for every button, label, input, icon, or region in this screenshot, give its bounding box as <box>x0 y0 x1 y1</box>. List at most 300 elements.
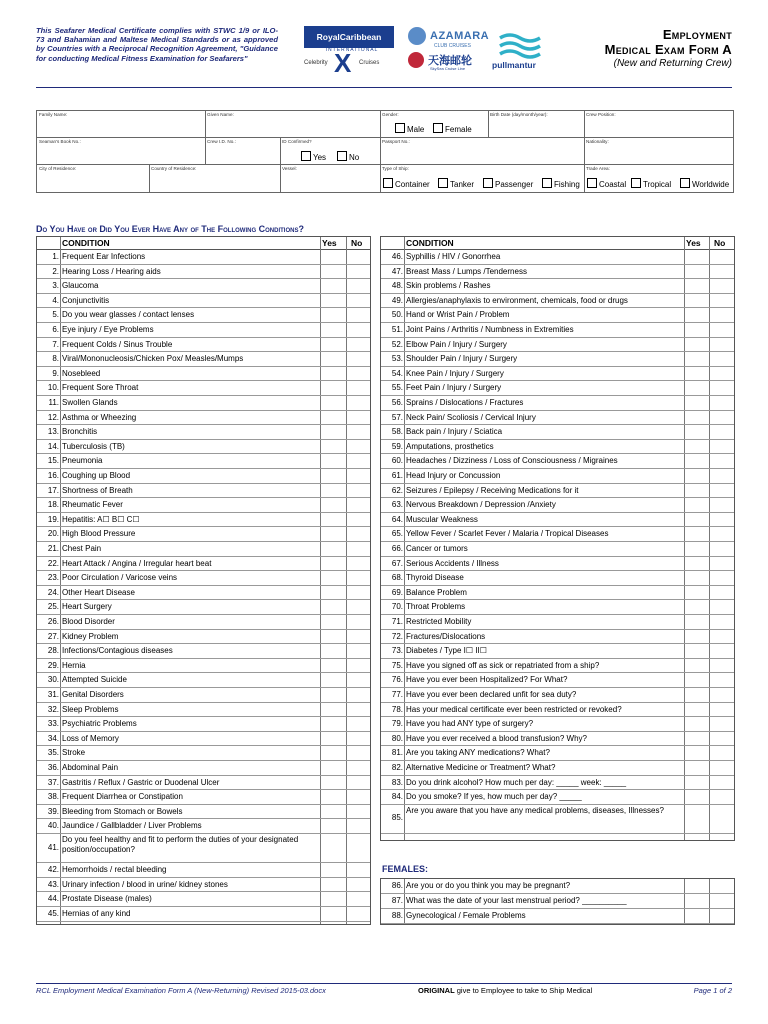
no-cell[interactable] <box>710 513 733 527</box>
row-number: 77. <box>391 690 403 699</box>
yes-cell[interactable] <box>321 469 345 483</box>
crew-position-field[interactable] <box>585 118 731 136</box>
yes-cell[interactable] <box>685 630 708 644</box>
no-cell[interactable] <box>710 909 733 923</box>
yes-cell[interactable] <box>685 894 708 908</box>
ship-type-passenger[interactable] <box>483 178 533 189</box>
yes-cell[interactable] <box>321 352 345 366</box>
yes-cell[interactable] <box>685 265 708 279</box>
id-yes-checkbox[interactable] <box>301 151 311 161</box>
no-cell[interactable] <box>347 688 369 702</box>
no-cell[interactable] <box>710 425 733 439</box>
no-cell[interactable] <box>710 571 733 585</box>
yes-cell[interactable] <box>321 527 345 541</box>
condition-text: Prostate Disease (males) <box>62 894 152 904</box>
no-cell[interactable] <box>347 717 369 731</box>
yes-cell[interactable] <box>685 338 708 352</box>
yes-cell[interactable] <box>685 323 708 337</box>
no-cell[interactable] <box>347 644 369 658</box>
yes-cell[interactable] <box>321 834 345 862</box>
yes-cell[interactable] <box>321 557 345 571</box>
condition-row <box>381 308 734 323</box>
yes-cell[interactable] <box>685 909 708 923</box>
no-cell[interactable] <box>710 381 733 395</box>
yes-cell[interactable] <box>321 703 345 717</box>
yes-cell[interactable] <box>685 279 708 293</box>
no-cell[interactable] <box>347 542 369 556</box>
condition-text: Yellow Fever / Scarlet Fever / Malaria / Tropical Diseases <box>406 529 609 539</box>
condition-row <box>37 732 370 747</box>
yes-cell[interactable] <box>321 425 345 439</box>
no-cell[interactable] <box>347 790 369 804</box>
gender-male-option[interactable] <box>395 123 424 134</box>
col-no: No <box>714 238 726 248</box>
yes-cell[interactable] <box>321 805 345 819</box>
no-cell[interactable] <box>347 484 369 498</box>
row-number: 56. <box>391 398 403 407</box>
yes-cell[interactable] <box>685 615 708 629</box>
no-cell[interactable] <box>347 338 369 352</box>
no-cell[interactable] <box>347 907 369 921</box>
yes-cell[interactable] <box>685 250 708 264</box>
row-number: 76. <box>391 675 403 685</box>
row-number: 36. <box>47 763 59 772</box>
female-checkbox[interactable] <box>433 123 443 133</box>
city-field[interactable] <box>38 172 148 191</box>
condition-text: Are you aware that you have any medical problems, diseases, Illnesses? <box>406 805 664 815</box>
condition-row <box>37 805 370 820</box>
no-cell[interactable] <box>710 367 733 381</box>
condition-row <box>381 513 734 528</box>
no-cell[interactable] <box>347 557 369 571</box>
row-number: 41. <box>47 842 59 852</box>
row-number: 70. <box>391 602 403 612</box>
yes-cell[interactable] <box>321 688 345 702</box>
form-title-line2: Medical Exam Form A <box>604 42 732 57</box>
pullmantur-logo: pullmantur <box>492 60 536 70</box>
condition-text: Other Heart Disease <box>62 587 135 597</box>
condition-row <box>381 746 734 761</box>
no-cell[interactable] <box>347 659 369 673</box>
condition-text: Pneumonia <box>62 456 103 466</box>
yes-cell[interactable] <box>321 571 345 585</box>
no-cell[interactable] <box>347 819 369 833</box>
yes-cell[interactable] <box>685 805 708 833</box>
no-cell[interactable] <box>347 396 369 410</box>
no-cell[interactable] <box>710 600 733 614</box>
male-checkbox[interactable] <box>395 123 405 133</box>
no-cell[interactable] <box>347 498 369 512</box>
yes-cell[interactable] <box>685 469 708 483</box>
yes-cell[interactable] <box>685 673 708 687</box>
no-cell[interactable] <box>710 308 733 322</box>
no-cell[interactable] <box>347 878 369 892</box>
no-cell[interactable] <box>347 454 369 468</box>
worldwide-checkbox[interactable] <box>680 178 690 188</box>
condition-text: Nosebleed <box>62 368 101 378</box>
worldwide-label: Worldwide <box>692 180 730 189</box>
condition-text: Poor Circulation / Varicose veins <box>62 573 178 583</box>
no-cell[interactable] <box>347 746 369 760</box>
yes-cell[interactable] <box>321 396 345 410</box>
no-cell[interactable] <box>710 732 733 746</box>
yes-cell[interactable] <box>321 746 345 760</box>
id-confirmed-no-option[interactable] <box>337 151 359 162</box>
azamara-logo: AZAMARA <box>430 30 490 42</box>
condition-row <box>37 659 370 674</box>
no-cell[interactable] <box>710 542 733 556</box>
id-confirmed-label: ID Confirmed? <box>282 139 312 144</box>
yes-cell[interactable] <box>321 294 345 308</box>
no-cell[interactable] <box>347 323 369 337</box>
no-cell[interactable] <box>347 381 369 395</box>
gender-female-option[interactable] <box>433 123 472 134</box>
no-cell[interactable] <box>347 265 369 279</box>
no-cell[interactable] <box>710 557 733 571</box>
given-name-field[interactable] <box>206 118 379 136</box>
no-cell[interactable] <box>710 673 733 687</box>
no-cell[interactable] <box>347 615 369 629</box>
no-cell[interactable] <box>710 250 733 264</box>
no-cell[interactable] <box>710 703 733 717</box>
no-cell[interactable] <box>710 615 733 629</box>
yes-cell[interactable] <box>685 411 708 425</box>
row-number: 29. <box>47 660 59 670</box>
no-cell[interactable] <box>347 440 369 454</box>
condition-row <box>381 469 734 484</box>
yes-cell[interactable] <box>321 440 345 454</box>
row-number: 9. <box>52 368 59 378</box>
footer-instruction <box>418 986 592 995</box>
no-cell[interactable] <box>347 630 369 644</box>
col-yes: Yes <box>322 238 337 248</box>
yes-cell[interactable] <box>685 746 708 760</box>
yes-cell[interactable] <box>321 411 345 425</box>
yes-cell[interactable] <box>321 586 345 600</box>
yes-cell[interactable] <box>685 586 708 600</box>
yes-cell[interactable] <box>685 367 708 381</box>
condition-text: Do you smoke? If yes, how much per day? _____ <box>406 792 582 802</box>
row-number: 16. <box>47 471 59 480</box>
yes-cell[interactable] <box>321 615 345 629</box>
row-number: 65. <box>391 529 403 539</box>
yes-cell[interactable] <box>321 367 345 381</box>
passenger-checkbox[interactable] <box>483 178 493 188</box>
no-cell[interactable] <box>710 323 733 337</box>
no-cell[interactable] <box>710 805 733 833</box>
row-number: 33. <box>47 719 59 729</box>
condition-row <box>381 265 734 280</box>
yes-cell[interactable] <box>321 308 345 322</box>
condition-text: Diabetes / Type I☐ II☐ <box>406 646 487 656</box>
yes-cell[interactable] <box>321 659 345 673</box>
yes-cell[interactable] <box>321 761 345 775</box>
row-number: 75. <box>391 660 403 670</box>
yes-cell[interactable] <box>321 776 345 790</box>
no-cell[interactable] <box>347 732 369 746</box>
no-cell[interactable] <box>347 527 369 541</box>
no-cell[interactable] <box>710 586 733 600</box>
yes-cell[interactable] <box>321 732 345 746</box>
yes-cell[interactable] <box>321 878 345 892</box>
yes-cell[interactable] <box>321 644 345 658</box>
yes-cell[interactable] <box>685 703 708 717</box>
yes-cell[interactable] <box>321 717 345 731</box>
yes-cell[interactable] <box>685 557 708 571</box>
birth-date-field[interactable] <box>489 118 583 136</box>
no-cell[interactable] <box>347 352 369 366</box>
yes-cell[interactable] <box>685 659 708 673</box>
condition-text: Swollen Glands <box>62 398 118 407</box>
condition-row <box>37 440 370 455</box>
no-cell[interactable] <box>710 396 733 410</box>
row-number: 7. <box>52 339 59 349</box>
condition-text: Hand or Wrist Pain / Problem <box>406 310 510 320</box>
tanker-label: Tanker <box>450 180 475 189</box>
yes-cell[interactable] <box>321 279 345 293</box>
no-cell[interactable] <box>347 469 369 483</box>
no-cell[interactable] <box>347 308 369 322</box>
no-cell[interactable] <box>710 746 733 760</box>
row-number: 2. <box>52 266 59 276</box>
no-cell[interactable] <box>710 527 733 541</box>
row-number: 25. <box>47 602 59 612</box>
no-cell[interactable] <box>710 717 733 731</box>
yes-cell[interactable] <box>685 688 708 702</box>
row-number: 23. <box>47 573 59 583</box>
condition-row <box>37 498 370 513</box>
yes-cell[interactable] <box>321 863 345 877</box>
no-cell[interactable] <box>347 600 369 614</box>
no-cell[interactable] <box>347 834 369 862</box>
yes-cell[interactable] <box>685 542 708 556</box>
yes-cell[interactable] <box>685 600 708 614</box>
condition-text: Cancer or tumors <box>406 544 468 553</box>
condition-text: Hearing Loss / Hearing aids <box>62 266 161 276</box>
yes-cell[interactable] <box>321 542 345 556</box>
tropical-checkbox[interactable] <box>631 178 641 188</box>
no-cell[interactable] <box>710 469 733 483</box>
crew-id-field[interactable] <box>206 145 279 163</box>
seamans-book-field[interactable] <box>38 145 204 163</box>
condition-row <box>381 527 734 542</box>
yes-cell[interactable] <box>685 440 708 454</box>
family-name-label: Family Name: <box>39 112 68 117</box>
container-checkbox[interactable] <box>383 178 393 188</box>
no-cell[interactable] <box>347 805 369 819</box>
id-confirmed-yes-option[interactable] <box>301 151 326 162</box>
row-number: 84. <box>391 792 403 802</box>
yes-cell[interactable] <box>685 790 708 804</box>
no-cell[interactable] <box>347 571 369 585</box>
row-number: 42. <box>47 865 59 875</box>
yes-cell[interactable] <box>321 600 345 614</box>
no-cell[interactable] <box>710 761 733 775</box>
condition-text: Have you had ANY type of surgery? <box>406 719 534 729</box>
yes-cell[interactable] <box>685 425 708 439</box>
vessel-field[interactable] <box>281 172 379 191</box>
no-cell[interactable] <box>347 863 369 877</box>
yes-cell[interactable] <box>321 819 345 833</box>
yes-cell[interactable] <box>321 630 345 644</box>
no-cell[interactable] <box>347 761 369 775</box>
yes-cell[interactable] <box>321 892 345 906</box>
condition-text: Nervous Breakdown / Depression /Anxiety <box>406 500 556 510</box>
no-cell[interactable] <box>710 790 733 804</box>
condition-row <box>381 732 734 747</box>
condition-row <box>37 571 370 586</box>
row-number: 46. <box>391 252 403 261</box>
family-name-field[interactable] <box>38 118 204 136</box>
yes-cell[interactable] <box>321 338 345 352</box>
yes-cell[interactable] <box>685 352 708 366</box>
no-cell[interactable] <box>347 367 369 381</box>
yes-cell[interactable] <box>321 907 345 921</box>
yes-cell[interactable] <box>321 498 345 512</box>
yes-cell[interactable] <box>685 396 708 410</box>
given-name-label: Given Name: <box>207 112 234 117</box>
ship-type-tanker[interactable] <box>438 178 474 189</box>
vessel-label: Vessel: <box>282 166 297 171</box>
col-condition: CONDITION <box>62 238 110 248</box>
no-cell[interactable] <box>347 892 369 906</box>
condition-text: Eye injury / Eye Problems <box>62 325 154 334</box>
row-number: 3. <box>52 281 59 291</box>
no-cell[interactable] <box>710 688 733 702</box>
ship-type-fishing[interactable] <box>542 178 580 189</box>
yes-cell[interactable] <box>685 644 708 658</box>
no-cell[interactable] <box>710 776 733 790</box>
trade-area-label: Trade Area: <box>586 166 610 171</box>
condition-row <box>37 819 370 834</box>
no-cell[interactable] <box>710 894 733 908</box>
row-number: 20. <box>47 529 59 539</box>
yes-cell[interactable] <box>685 732 708 746</box>
coastal-checkbox[interactable] <box>587 178 597 188</box>
yes-cell[interactable] <box>321 323 345 337</box>
fishing-checkbox[interactable] <box>542 178 552 188</box>
no-cell[interactable] <box>710 484 733 498</box>
country-field[interactable] <box>150 172 279 191</box>
compliance-statement: This Seafarer Medical Certificate complies with STWC 1/9 or ILO-73 and Bahamian and Maltese Medical Standards or as approved by Countries with a Reciprocal Recognition Agreement, "Guidance for conducting Medical Fitness Examination for Seafarers" <box>36 26 278 63</box>
yes-cell[interactable] <box>685 308 708 322</box>
row-number: 4. <box>52 295 59 305</box>
yes-cell[interactable] <box>321 484 345 498</box>
yes-cell[interactable] <box>321 790 345 804</box>
yes-cell[interactable] <box>685 571 708 585</box>
no-cell[interactable] <box>710 498 733 512</box>
celebrity-text: Celebrity <box>304 60 328 66</box>
no-cell[interactable] <box>710 454 733 468</box>
condition-row <box>381 586 734 601</box>
yes-cell[interactable] <box>685 776 708 790</box>
no-cell[interactable] <box>710 644 733 658</box>
no-cell[interactable] <box>710 352 733 366</box>
trade-area-worldwide[interactable] <box>680 178 729 189</box>
no-cell[interactable] <box>710 659 733 673</box>
row-number: 39. <box>47 806 59 816</box>
yes-cell[interactable] <box>321 513 345 527</box>
no-cell[interactable] <box>347 425 369 439</box>
yes-cell[interactable] <box>321 454 345 468</box>
trade-area-tropical[interactable] <box>631 178 671 189</box>
passport-field[interactable] <box>381 145 583 163</box>
no-cell[interactable] <box>710 440 733 454</box>
yes-cell[interactable] <box>685 879 708 893</box>
condition-text: Frequent Colds / Sinus Trouble <box>62 339 173 349</box>
no-cell[interactable] <box>710 338 733 352</box>
yes-cell[interactable] <box>685 527 708 541</box>
id-no-checkbox[interactable] <box>337 151 347 161</box>
yes-cell[interactable] <box>685 761 708 775</box>
no-cell[interactable] <box>347 703 369 717</box>
condition-row <box>37 338 370 353</box>
no-cell[interactable] <box>710 630 733 644</box>
no-cell[interactable] <box>347 776 369 790</box>
row-number: 78. <box>391 704 403 714</box>
condition-row <box>37 717 370 732</box>
condition-row <box>381 879 734 894</box>
row-number: 62. <box>391 485 403 495</box>
no-cell[interactable] <box>347 513 369 527</box>
row-number: 43. <box>47 879 59 889</box>
no-cell[interactable] <box>710 279 733 293</box>
yes-cell[interactable] <box>685 294 708 308</box>
condition-text: What was the date of your last menstrual period? __________ <box>406 896 627 905</box>
yes-cell[interactable] <box>685 484 708 498</box>
no-cell[interactable] <box>347 586 369 600</box>
condition-row <box>37 673 370 688</box>
condition-row <box>381 776 734 791</box>
yes-cell[interactable] <box>321 265 345 279</box>
ship-type-container[interactable] <box>383 178 430 189</box>
condition-text: Has your medical certificate ever been restricted or revoked? <box>406 704 622 714</box>
no-cell[interactable] <box>347 250 369 264</box>
no-cell[interactable] <box>347 673 369 687</box>
condition-text: Chest Pain <box>62 544 102 553</box>
yes-cell[interactable] <box>321 250 345 264</box>
row-number: 73. <box>391 646 403 656</box>
yes-cell[interactable] <box>685 717 708 731</box>
condition-row <box>37 776 370 791</box>
trade-area-coastal[interactable] <box>587 178 626 189</box>
condition-row <box>381 909 734 924</box>
row-number: 64. <box>391 514 403 524</box>
yes-cell[interactable] <box>321 673 345 687</box>
row-number: 72. <box>391 631 403 641</box>
no-cell[interactable] <box>710 411 733 425</box>
condition-text: Joint Pains / Arthritis / Numbness in Extremities <box>406 325 574 334</box>
yes-cell[interactable] <box>685 381 708 395</box>
no-cell[interactable] <box>347 279 369 293</box>
condition-text: Urinary infection / blood in urine/ kidney stones <box>62 879 228 889</box>
yes-cell[interactable] <box>685 498 708 512</box>
no-cell[interactable] <box>347 411 369 425</box>
yes-cell[interactable] <box>685 454 708 468</box>
no-cell[interactable] <box>710 265 733 279</box>
condition-row <box>37 907 370 922</box>
no-cell[interactable] <box>347 294 369 308</box>
nationality-field[interactable] <box>585 145 731 163</box>
no-cell[interactable] <box>710 879 733 893</box>
conditions-table-right <box>380 236 735 841</box>
no-cell[interactable] <box>710 294 733 308</box>
condition-row <box>381 805 734 834</box>
condition-row <box>381 498 734 513</box>
yes-cell[interactable] <box>685 513 708 527</box>
yes-cell[interactable] <box>321 381 345 395</box>
tanker-checkbox[interactable] <box>438 178 448 188</box>
